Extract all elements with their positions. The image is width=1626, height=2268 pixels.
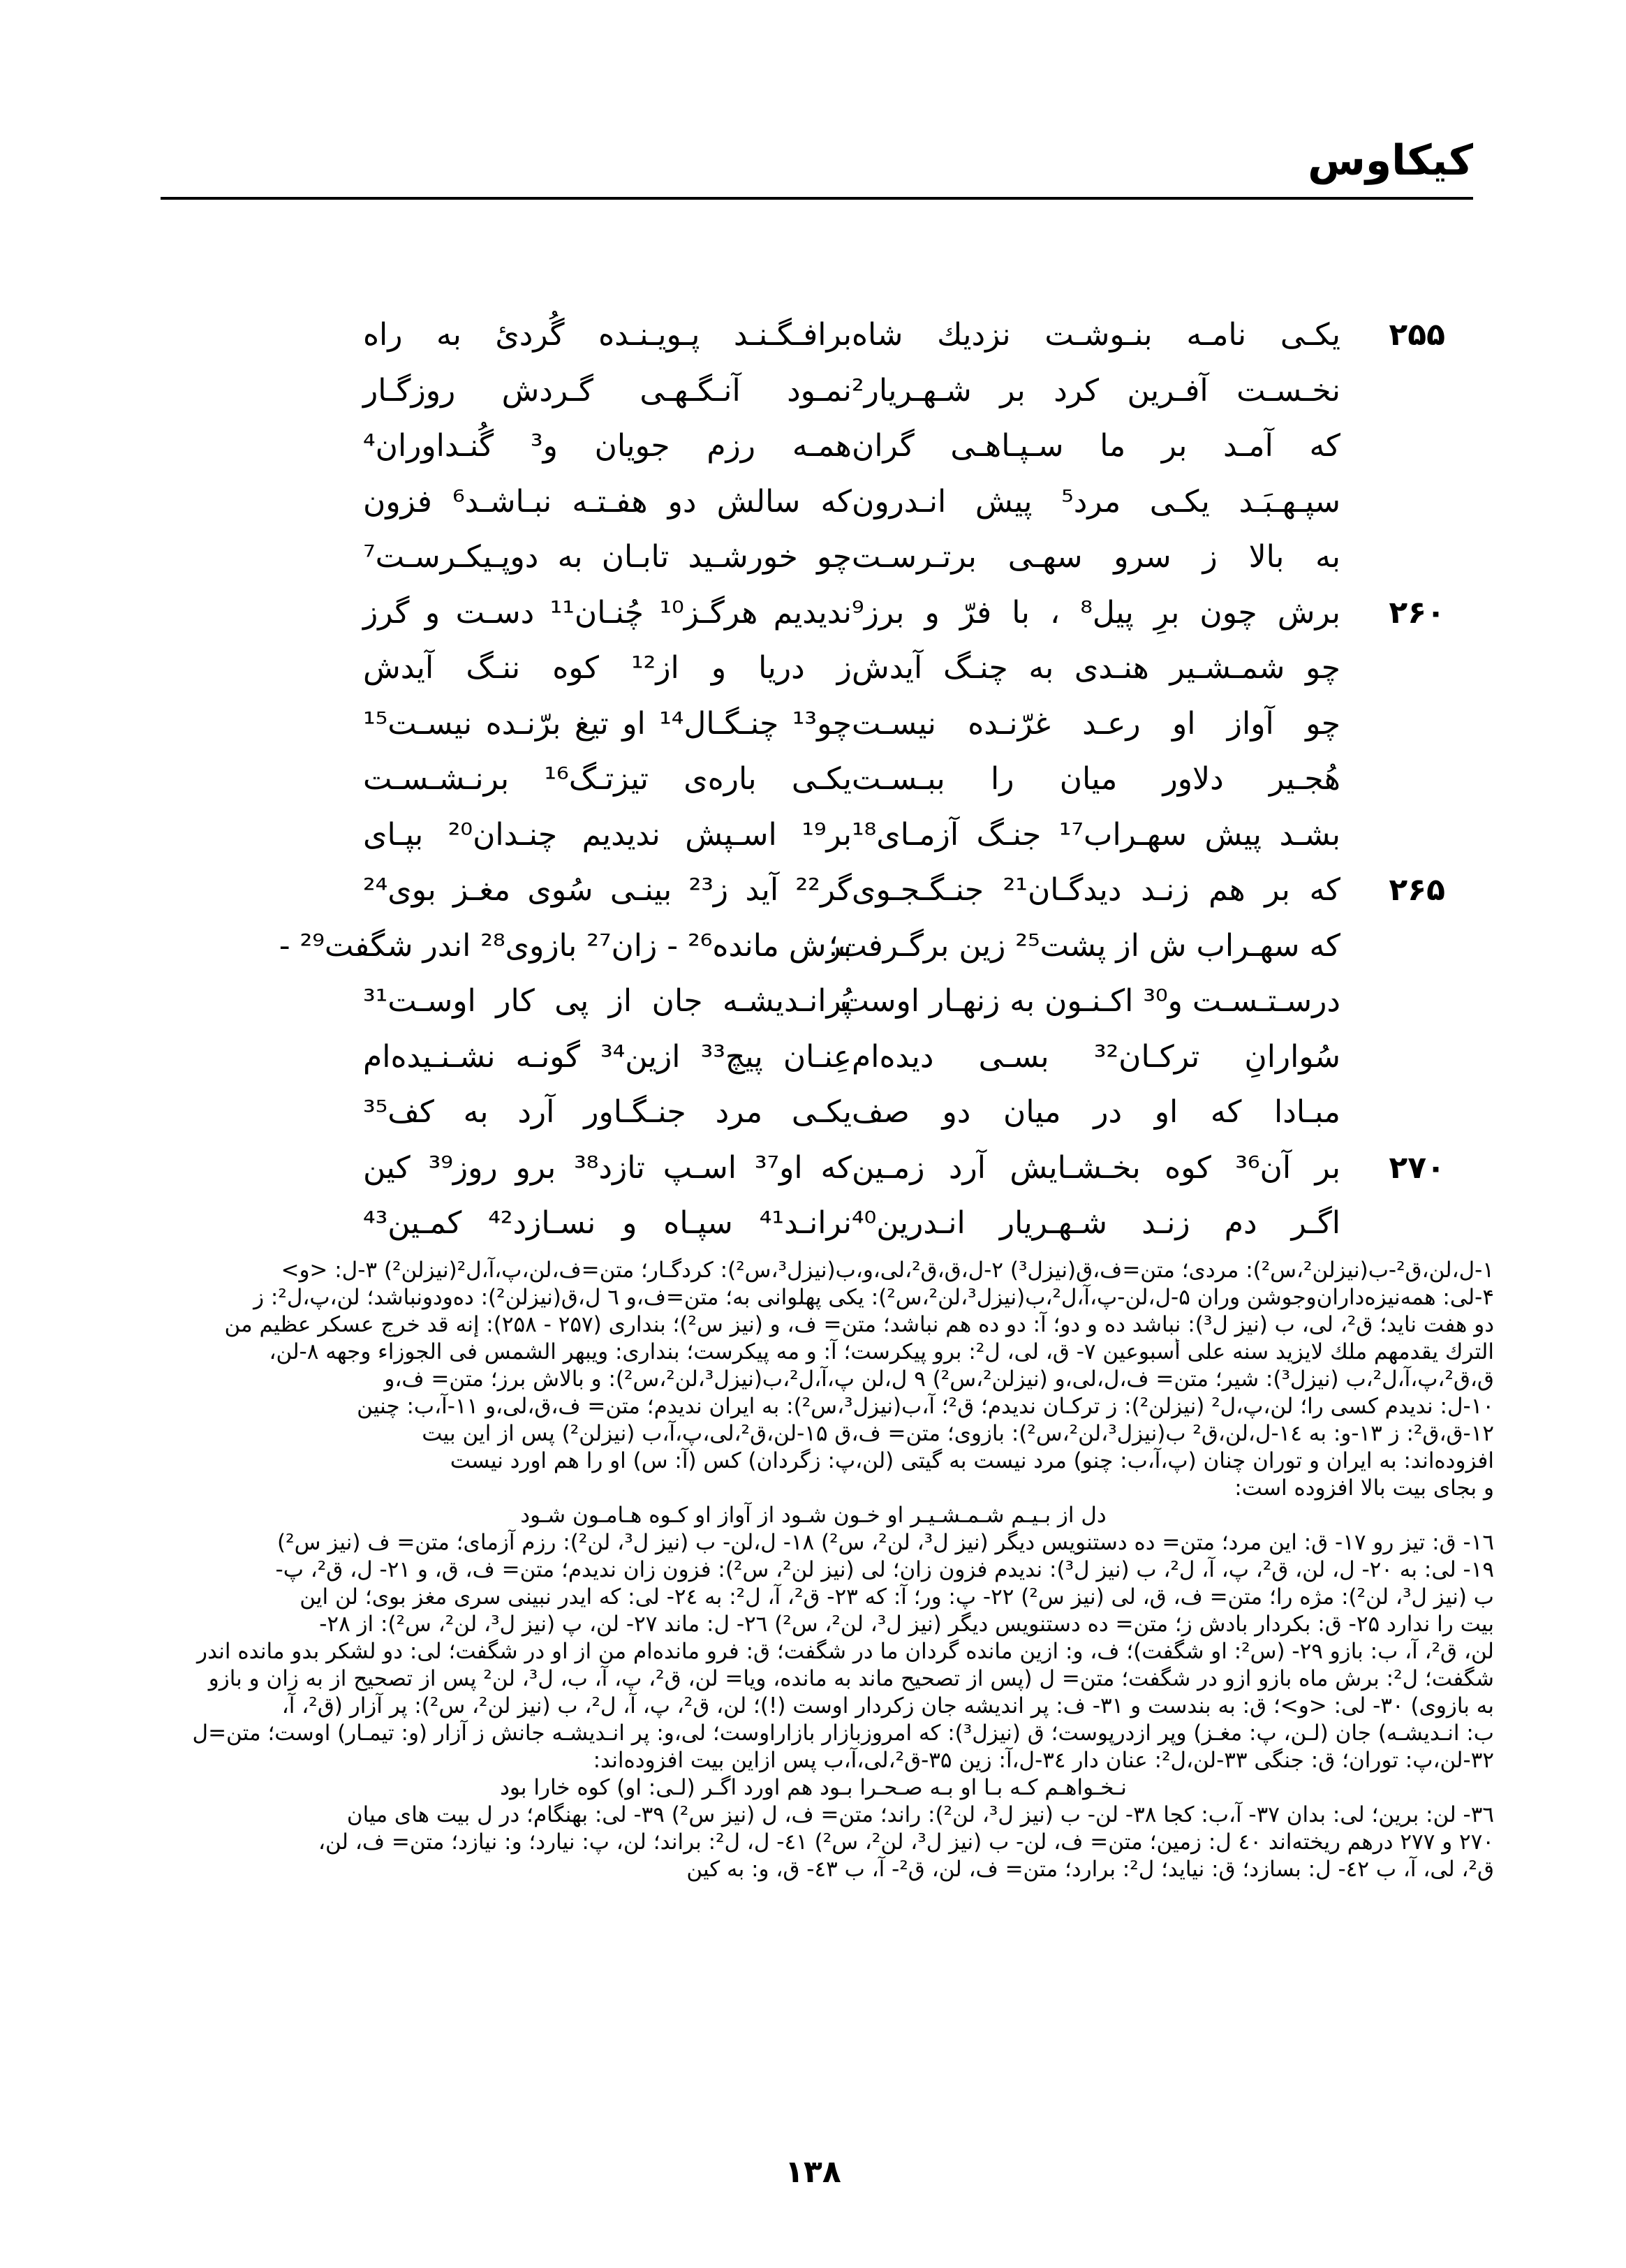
hemistich-first: هُجـیر دلاور میان را ببـسـت [852, 761, 1340, 797]
verse-row [230, 1029, 1445, 1085]
verse-row [230, 418, 1445, 474]
hemistich-second: چو¹³ چنـگـال¹⁴ او تیغ برّنـده نیسـت¹⁵ [363, 705, 852, 742]
verse-row [230, 1195, 1445, 1251]
footnote-line: ۲۷۰ و ۲۷۷ درهم ریخته‌اند ٤۰ ل: زمین؛ متن= ف، لن- ب (نیز ل³، لن²، س²) ٤۱- ل، ل²: براند؛ لن، پ: نیارد؛ و: نیازد؛ متن= ف، لن، [318, 1829, 1494, 1855]
footnote-line: ۱۰-ل: ندیدم کسی را؛ لن،پ،ل² (نیزلن²): ز ترکـان ندیدم؛ ق²؛ آ،ب(نیزل³،س²): به ایران ندیدم؛ متن= ف،ق،لی،و ۱۱-آ،ب: چنین [357, 1394, 1494, 1419]
hemistich-second: بر¹⁹ اسـپش ندیدیم چنـدان²⁰ بپـای [363, 816, 852, 853]
verse-row [230, 973, 1445, 1029]
footnote-line: ۱۲-ق،ق²: ز ۱۳-و: به ١٤-ل،لن،ق² ب(نیزل³،لن²،س²): بازوی؛ متن= ف،ق ۱۵-لن،ق²،لی،پ،آ،ب (نیزلن²) پس از این بیت [422, 1421, 1494, 1446]
hemistich-first: اگـر دم زنـد شـهـریار انـدرین⁴⁰ [852, 1205, 1340, 1242]
hemistich-first: چو شمـشـیر هنـدی به چنـگ آیدش [852, 650, 1340, 686]
footnote-line: ۱۹- لی: به ۲۰- ل، لن، ق²، پ، آ، ل²، ب (نیز ل³): ندیدم فزون زان؛ لی (نیز لن²، س²): فزون زان ندیدم؛ متن= ف، ق، و ۲۱- ل، ق²، پ- [275, 1557, 1494, 1582]
footnote-line: ۴-لی: همه‌نیزه‌داران‌وجوشن وران ۵-ل،لن-پ،آ،ل²،ب(نیزل³،لن²،س²): یکی پهلوانی به؛ متن=ف،و ٦ ل،ق(نیزلن²): ده‌ودونباشد؛ لن،پ،ل²: ز [253, 1285, 1494, 1310]
hemistich-second: یکـی باره‌ی تیزتـگ¹⁶ برنـشـسـت [363, 761, 852, 797]
footnote-line: لن، ق²، آ، ب: بازو ۲۹- (س²: او شگفت)؛ ف، و: ازین مانده گردان ما در شگفت؛ ق: فرو مانده‌ام من از او در شگفت؛ لی: دو لشکر بدو مانده اندر [197, 1639, 1494, 1664]
hemistich-second: ز دریا و از¹² کوه ننـگ آیدش [363, 650, 852, 686]
verse-row [230, 696, 1445, 752]
footnote-line: ب (نیز ل³، لن²): مژه را؛ متن= ف، ق، لی (نیز س²) ۲۲- پ: ور؛ آ: که ۲۳- ق²، آ، ل²: به ۲٤- لی: که ایدر نبینی سری مغز بوی؛ لن این [300, 1584, 1494, 1610]
verse-row [230, 474, 1445, 530]
verse-row [230, 307, 1445, 363]
footnote-line: ۱-ل،لن،ق²-ب(نیزلن²،س²): مردی؛ متن=ف،ق(نیزل³) ۲-ل،ق،ق²،لی،و،ب(نیزل³،س²): کردگـار؛ متن=ف،لن،پ،آ،ل²(نیزلن²) ۳-ل: <و> [281, 1258, 1494, 1283]
footnote-line: ب: انـدیشـه) جان (لـن، پ: مغـز) وپر ازدرپوست؛ ق (نیزل³): که امروزبازار بازاراوست؛ لی،و: پر انـدیشـه جانش ز آزار (و: تیمـار) اوست؛ متن=ل [192, 1721, 1494, 1746]
footnote-added-verse: نـخـواهـم کـه بـا او بـه صـحـرا بـود هم اورد اگـر (لـی: او) کوه خارا بود [500, 1775, 1127, 1800]
hemistich-first: برش چون برِ پیل⁸ ، با فرّ و برز⁹ [852, 594, 1340, 631]
hemistich-second: عِنـان پیچ³³ ازین³⁴ گونـه نشـنـیده‌ام [363, 1038, 852, 1075]
hemistich-first: به بالا ز سرو سهـی برتـرسـت [852, 539, 1340, 575]
hemistich-second: که او³⁷ اسـپ تازد³⁸ برو روز³⁹ کین [363, 1149, 852, 1186]
footnote-line: و بجای بیت بالا افزوده است: [1234, 1475, 1494, 1501]
verse-number: ۲۵۵ [1389, 317, 1445, 353]
verse-row [230, 807, 1445, 863]
verse-row [230, 751, 1445, 807]
hemistich-first: نخـسـت آفـرین کرد بر شـهـریار² [852, 372, 1340, 408]
hemistich-second: ندیدیم هرگـز¹⁰ چُنـان¹¹ دسـت و گرز [363, 594, 852, 631]
hemistich-first: سُوارانِ ترکـان³² بسـی دیده‌ام [852, 1038, 1340, 1075]
running-header [161, 133, 1473, 200]
verse-row [230, 862, 1445, 918]
hemistich-first: چو آواز او رعـد غرّنـده نیسـت [852, 705, 1340, 742]
footnote-line: دو هفت ناید؛ ق²، لی، ب (نیز ل³): نباشد ده و دو؛ آ: دو ده هم نباشد؛ متن= ف، و (نیز س²)؛ بنداری (۲۵۷ - ۲۵۸): إنه قد خرج عسكر عظیم من [224, 1312, 1494, 1337]
footnote-line: ۳۲-لن،پ: توران؛ ق: جنگی ۳۳-لن،ل²: عنان دار ۳٤-ل،آ: زین ۳۵-ق²،لی،آ،ب پس ازاین بیت افزوده‌اند: [593, 1748, 1494, 1773]
hemistich-first: بر آن³⁶ کوه بخـشـایش آرد زمـین [852, 1149, 1340, 1186]
hemistich-first: که آمـد بر ما سـپـاهـی گران [852, 428, 1340, 464]
footnote-line: بیت را ندارد ۲۵- ق: بکردار بادش ز؛ متن= ده دستنویس دیگر (نیز ل³، لن²، س²) ۲٦- ل: ماند ۲۷- لن، پ (نیز ل³، لن²، س²): از ۲۸- [319, 1612, 1494, 1637]
hemistich-second: نمـود آنـگـهـی گـردش روزگـار [363, 372, 852, 408]
verse-row [230, 640, 1445, 696]
footnote-line: ۱٦- ق: تیز رو ۱۷- ق: این مرد؛ متن= ده دستنویس دیگر (نیز ل³، لن²، س²) ۱۸- ل،لن- ب (نیز ل³، لن²): رزم آزمای؛ متن= ف (نیز س²) [277, 1530, 1494, 1555]
page-number: ۱۳۸ [785, 2154, 841, 2190]
footnote-added-verse: دل از بـیـم شـمـشـیـر او خـون شـود از آواز او کـوه هـامـون شـود [520, 1503, 1107, 1528]
hemistich-second: گر²² آید ز²³ بینـی سُوی مغـز بوی²⁴ [363, 872, 852, 908]
chapter-title: کیکاوس [1308, 136, 1473, 185]
footnote-line: به بازوی) ۳۰- لی: <و>؛ ق: به بندست و ۳۱- ف: پر اندیشه جان زکردار اوست (!)؛ لن، ق²، پ، آ، ل²، ب (نیز لن²، س²): پر آزار (ق²، آ، [281, 1693, 1494, 1718]
hemistich-first: درسـتـسـت و³⁰ اکـنـون به زنهـار اوست [840, 983, 1340, 1019]
hemistich-first: که بر هم زنـد دیدگـان²¹ جنـگـجـوی [852, 872, 1340, 908]
verse-row [230, 585, 1445, 641]
verse-number: ۲۶۰ [1389, 594, 1445, 631]
hemistich-second: برافـگـنـد پـویـنـده گُردیٔ به راه [363, 317, 852, 353]
hemistich-second: برش مانده²⁶ - زان²⁷ بازوی²⁸ اندر شگفت²⁹ - [279, 927, 852, 964]
footnote-line: ق²، لی، آ، ب ٤۲- ل: بسازد؛ ق: نیاید؛ ل²: برارد؛ متن= ف، لن، ق²- آ، ب ٤۳- ق، و: به کین [686, 1857, 1494, 1882]
hemistich-second: همـه رزم جویان و³ گُنـداوران⁴ [363, 428, 852, 464]
verse-row [230, 1084, 1445, 1140]
hemistich-first: مبـادا که او در میان دو صف [852, 1094, 1340, 1131]
hemistich-second: پُرانـدیشـه جان از پی کار اوسـت³¹ [363, 983, 852, 1019]
hemistich-second: چو خورشـید تابـان به دوپـیکـرسـت⁷ [363, 539, 852, 575]
hemistich-first: که سهـراب ش از پشت²⁵ زین برگـرفت؛ [828, 927, 1340, 964]
hemistich-second: نرانـد⁴¹ سپـاه و نسـازد⁴² کمـین⁴³ [363, 1205, 852, 1242]
footnote-line: ۳٦- لن: برین؛ لی: بدان ۳۷- آ،ب: کجا ۳۸- لن- ب (نیز ل³، لن²): راند؛ متن= ف، ل (نیز س²) ۳۹- لی: بهنگام؛ در ل بیت های میان [346, 1802, 1494, 1827]
verse-row [230, 918, 1445, 974]
footnote-line: شگفت؛ ل²: برش ماه بازو ازو در شگفت؛ متن= ل (پس از تصحیح ماند به مانده، ویا= لن، ق²، پ، آ، ب، ل³، لن² پس از تصحیح از به زان و بازو [208, 1666, 1494, 1691]
verse-number: ۲۷۰ [1389, 1149, 1445, 1186]
verse-row [230, 1140, 1445, 1196]
verse-row [230, 363, 1445, 419]
hemistich-first: سپـهـبَـد یکـی مرد⁵ پیش انـدرون [852, 483, 1340, 520]
verse-number: ۲۶۵ [1389, 872, 1445, 908]
verse-row [230, 529, 1445, 585]
verse-block [230, 307, 1445, 1251]
hemistich-first: بشـد پیش سهـراب¹⁷ جنـگ آزمـای¹⁸ [852, 816, 1340, 853]
hemistich-second: که سالش دو هفـتـه نبـاشـد⁶ فزون [363, 483, 852, 520]
footnotes-block [133, 1257, 1494, 1883]
hemistich-first: یکـی نامـه بنـوشـت نزدیك شاه [852, 317, 1340, 353]
footnote-line: افزوده‌اند: به ایران و توران چنان (پ،آ،ب: چنو) مرد نیست به گیتی (لن،پ: زگردان) کس (آ: س) او را هم اورد نیست [450, 1448, 1494, 1473]
hemistich-second: یکـی مرد جنـگـاور آرد به کف³⁵ [363, 1094, 852, 1131]
footnote-line: الترك یقدمهم ملك لایزید سنه علی أسبوعین ۷- ق، لی، ل²: برو پیکرست؛ آ: و مه پیکرست؛ بنداری: ویبهر الشمس فی الجوزاء وجهه ۸-لن، [269, 1339, 1494, 1364]
footnote-line: ق،ق²،پ،آ،ل²،ب (نیزل³): شیر؛ متن= ف،ل،لی،و (نیزلن²،س²) ۹ ل،لن پ،آ،ل²،ب(نیزل³،لن²،س²): و بالاش برز؛ متن= ف،و [384, 1367, 1494, 1392]
